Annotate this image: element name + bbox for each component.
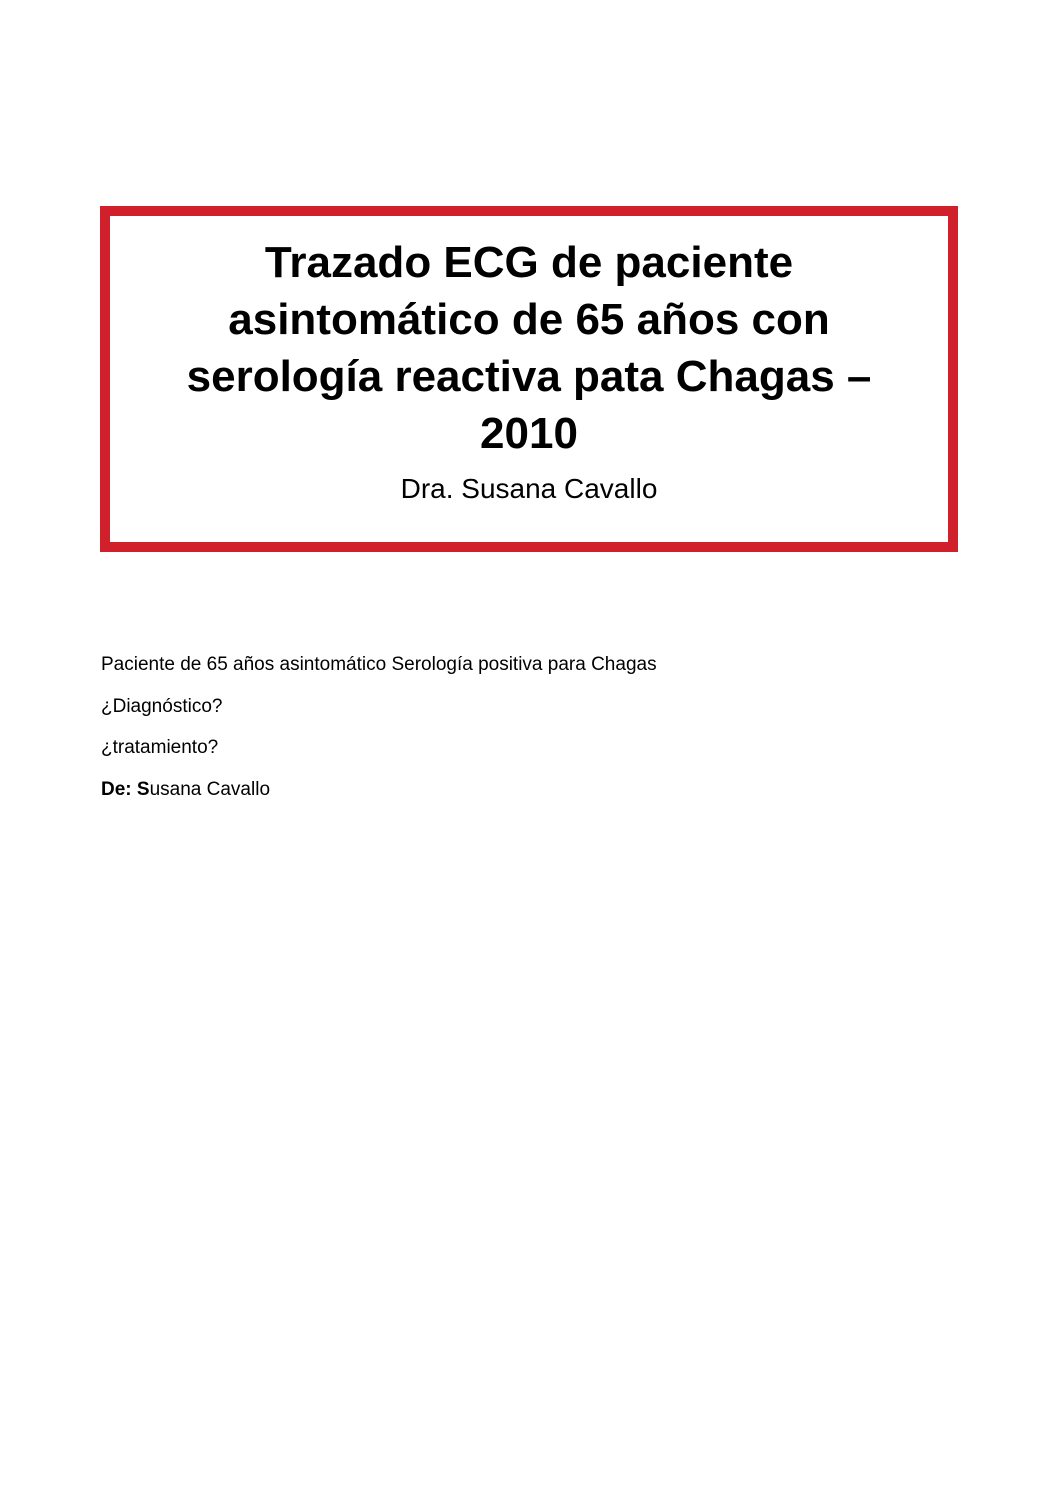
author-label: De: (101, 779, 137, 800)
title-line: 2010 (480, 409, 578, 458)
case-description: Paciente de 65 años asintomático Serología positiva para Chagas (101, 654, 657, 675)
author-line (101, 778, 270, 802)
author-subtitle: Dra. Susana Cavallo (400, 473, 658, 504)
author-name-rest: usana Cavallo (149, 779, 271, 800)
title-line: asintomático de 65 años con (228, 295, 830, 344)
treatment-question: ¿tratamiento? (101, 737, 219, 758)
title-box (100, 206, 958, 552)
title-line: Trazado ECG de paciente (264, 238, 794, 287)
page-title (110, 234, 948, 462)
title-line: serología reactiva pata Chagas – (186, 352, 872, 401)
author-initial: S (136, 779, 150, 800)
diagnosis-question: ¿Diagnóstico? (101, 696, 223, 717)
